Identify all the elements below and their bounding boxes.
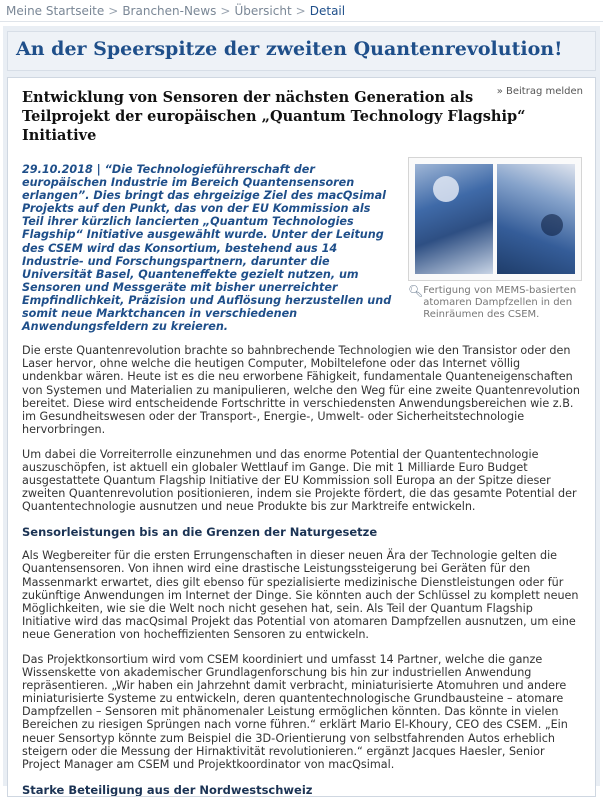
page-title: An der Speerspitze der zweiten Quantenrevolution! <box>16 38 563 60</box>
image-caption-row <box>408 285 582 321</box>
article-body <box>22 344 583 797</box>
paragraph: Um dabei die Vorreiterrolle einzunehmen und das enorme Potential der Quantentechnologie auszuschöpfen, ist aktuell ein globaler Wettlauf im Gange. Die mit 1 Milliarde Euro Budget ausgestattete Quantum Flagship Initiative der EU Kommission soll Europa an der Spitze dieser zweiten Quantenrevolution positionieren, indem sie Projekte fördert, die das gesamte Potential der Quantentechnologie ausnutzen und neue Produkte bis zur Marktreife entwickeln. <box>22 447 577 514</box>
breadcrumb-current: Detail <box>309 4 346 18</box>
breadcrumb-branchen-news[interactable]: Branchen-News <box>122 4 217 18</box>
zoom-icon[interactable]: 🔍︎ <box>408 284 424 298</box>
content-panel <box>3 26 600 797</box>
headline-bar <box>7 31 596 71</box>
article-figure <box>408 157 582 321</box>
article-image[interactable] <box>408 157 582 281</box>
paragraph: Das Projektkonsortium wird vom CSEM koordiniert und umfasst 14 Partner, welche die ganze Wissenskette von akademischer Grundlagenforschung bis hin zur industriellen Anwendung repräsentieren. „Wir haben ein Jahrzehnt damit verbracht, miniaturisierte Atomuhren und andere miniaturisierte Systeme zu entwickeln, deren quantentechnologische Grundbausteine – atomare Dampfzellen – Sensoren mit phänomenaler Leistung ermöglichen könnten. Das könnte in vielen Bereichen zu riesigen Sprüngen nach vorne führen.“ erklärt Mario El-Khoury, CEO des CSEM. „Ein neuer Sensortyp könnte zum Beispiel die 3D-Orientierung von selbstfahrenden Autos erheblich steigern oder die Messung der Hirnaktivität revolutionieren.“ ergänzt Jacques Haesler, Senior Project Manager am CSEM und Projektkoordinator von macQsimal. <box>22 653 568 771</box>
lead-section <box>22 163 583 333</box>
breadcrumb-separator: > <box>108 4 119 18</box>
report-post-link[interactable]: » Beitrag melden <box>496 86 583 97</box>
paragraph: Die erste Quantenrevolution brachte so bahnbrechende Technologien wie den Transistor oder den Laser hervor, ohne welche die heutigen Computer, Mobiltelefone oder das Internet völlig undenkbar wären. Heute ist es die neu erworbene Fähigkeit, fundamentale Quanteneigenschaften von Systemen und Materialien zu manipulieren, welche den Weg für eine zweite Quantenrevolution bereitet. Diese wird entscheidende Fortschritte in verschiedensten Anwendungsbereichen wie z.B. im Gesundheitswesen oder der Transport-, Energie-, Umwelt- oder Sicherheitstechnologie hervorbringen. <box>22 344 580 436</box>
breadcrumb-overview[interactable]: Übersicht <box>234 4 292 18</box>
article-card <box>7 77 596 797</box>
image-caption: Fertigung von MEMS-basierten atomaren Dampfzellen in den Reinräumen des CSEM. <box>423 285 577 320</box>
article-lead: 29.10.2018 | “Die Technologieführerschaft der europäischen Industrie im Bereich Quantensensoren erlangen”. Dies bringt das ehrgeizige Ziel des macQsimal Projekts auf den Punkt, das von der EU Kommission als Teil ihrer kürzlich lancierten „Quantum Technologies Flagship“ Initiative ausgewählt wurde. Unter der Leitung des CSEM wird das Konsortium, bestehend aus 14 Industrie- und Forschungspartnern, darunter die Universität Basel, Quanteneffekte gezielt nutzen, um Sensoren und Messgeräte mit bisher unerreichter Empfindlichkeit, Präzision und Auflösung herzustellen und somit neue Marktchancen in verschiedenen Anwendungsfeldern zu kreieren. <box>22 163 392 334</box>
article-subtitle: Entwicklung von Sensoren der nächsten Generation als Teilprojekt der europäischen „Quantum Technology Flagship“ Initiative <box>22 89 526 144</box>
breadcrumb <box>0 0 603 22</box>
cleanroom-photo-right <box>497 164 575 274</box>
breadcrumb-separator: > <box>220 4 231 18</box>
cleanroom-photo-left <box>415 164 493 274</box>
paragraph: Als Wegbereiter für die ersten Errungenschaften in dieser neuen Ära der Technologie gelten die Quantensensoren. Von ihnen wird eine drastische Leistungssteigerung bei Geräten für den Massenmarkt erwartet, dies gilt ebenso für spezialisierte medizinische Dienstleistungen oder für zukünftige Anwendungen im Internet der Dinge. Sie könnten auch der Schlüssel zu komplett neuen Möglichkeiten, wie sie die Welt noch nicht gesehen hat, sein. Als Teil der Quantum Flagship Initiative wird das macQsimal Projekt das Potential von atomaren Dampfzellen ausnutzen, um eine neue Generation von hocheffizienten Sensoren zu entwickeln. <box>22 549 579 641</box>
breadcrumb-separator: > <box>295 4 306 18</box>
breadcrumb-home[interactable]: Meine Startseite <box>6 4 105 18</box>
section-heading: Starke Beteiligung aus der Nordwestschweiz <box>22 782 313 797</box>
section-heading: Sensorleistungen bis an die Grenzen der Naturgesetze <box>22 525 378 540</box>
